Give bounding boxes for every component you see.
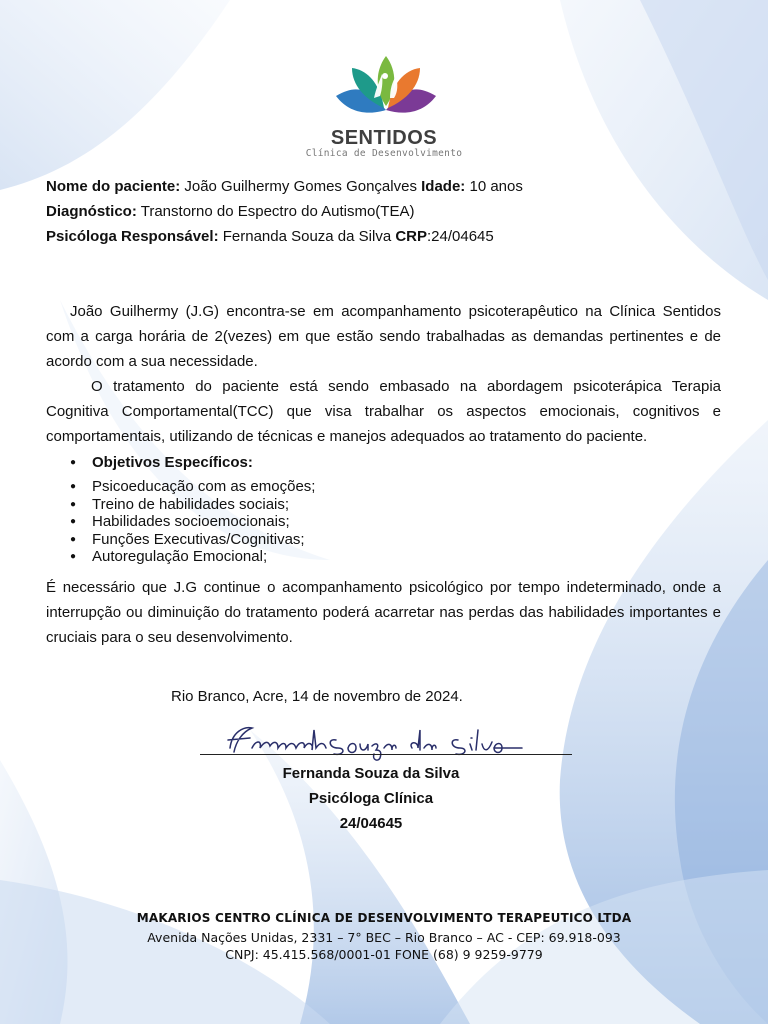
signature-line bbox=[200, 754, 572, 755]
patient-name-line bbox=[46, 178, 523, 196]
psychologist-value: Fernanda Souza da Silva bbox=[218, 228, 396, 245]
patient-name-label: Nome do paciente: bbox=[46, 178, 181, 195]
age-label: Idade: bbox=[421, 178, 466, 195]
list-item: ● Habilidades socioemocionais; bbox=[46, 513, 721, 531]
objectives-list bbox=[46, 454, 721, 566]
paragraph-1: João Guilhermy (J.G) encontra-se em acompanhamento psicoterapêutico na Clínica Sentidos com a carga horária de 2(vezes) em que estão sendo trabalhadas as demandas pertinentes e de acordo com a sua necessidade. bbox=[46, 303, 721, 370]
diagnosis-line bbox=[46, 203, 414, 221]
objectives-heading: ● Objetivos Específicos: bbox=[46, 454, 721, 472]
footer-company: MAKARIOS CENTRO CLÍNICA DE DESENVOLVIMENTO TERAPEUTICO LTDA bbox=[136, 911, 632, 925]
list-item: ● Funções Executivas/Cognitivas; bbox=[46, 531, 721, 549]
patient-name-value: João Guilhermy Gomes Gonçalves bbox=[180, 178, 422, 195]
psychologist-line bbox=[46, 228, 494, 246]
paragraph-2: O tratamento do paciente está sendo embasado na abordagem psicoterápica Terapia Cognitiva Comportamental(TCC) que visa trabalhar os aspectos emocionais, cognitivos e comportamentais, utilizando de técnicas e manejos adequados ao tratamento do paciente. bbox=[46, 378, 721, 445]
psychologist-label: Psicóloga Responsável: bbox=[46, 228, 219, 245]
document-date: Rio Branco, Acre, 14 de novembro de 2024. bbox=[171, 688, 463, 705]
signatory-name: Fernanda Souza da Silva bbox=[282, 765, 460, 782]
footer-contact: CNPJ: 45.415.568/0001-01 FONE (68) 9 9259-9779 bbox=[225, 947, 543, 962]
crp-label: CRP bbox=[395, 228, 428, 245]
list-item: ● Treino de habilidades sociais; bbox=[46, 496, 721, 514]
diagnosis-label: Diagnóstico: bbox=[46, 203, 137, 220]
list-item: ● Autoregulação Emocional; bbox=[46, 548, 721, 566]
crp-value: :24/04645 bbox=[427, 228, 494, 245]
paragraph-3: É necessário que J.G continue o acompanhamento psicológico por tempo indeterminado, onde a interrupção ou diminuição do tratamento poderá acarretar nas perdas das habilidades importantes e cruciais para o seu desenvolvimento. bbox=[46, 579, 721, 646]
lotus-hands-logo-icon bbox=[330, 52, 442, 122]
handwritten-signature bbox=[222, 718, 542, 762]
footer-address: Avenida Nações Unidas, 2331 – 7° BEC – Rio Branco – AC - CEP: 69.918-093 bbox=[147, 930, 621, 945]
brand-name: SENTIDOS bbox=[330, 127, 438, 149]
age-value: 10 anos bbox=[465, 178, 523, 195]
brand-subtitle: Clínica de Desenvolvimento bbox=[305, 148, 463, 159]
signatory-crp: 24/04645 bbox=[339, 815, 403, 832]
signatory-role: Psicóloga Clínica bbox=[308, 790, 434, 807]
diagnosis-value: Transtorno do Espectro do Autismo(TEA) bbox=[136, 203, 415, 220]
list-item: ● Psicoeducação com as emoções; bbox=[46, 478, 721, 496]
